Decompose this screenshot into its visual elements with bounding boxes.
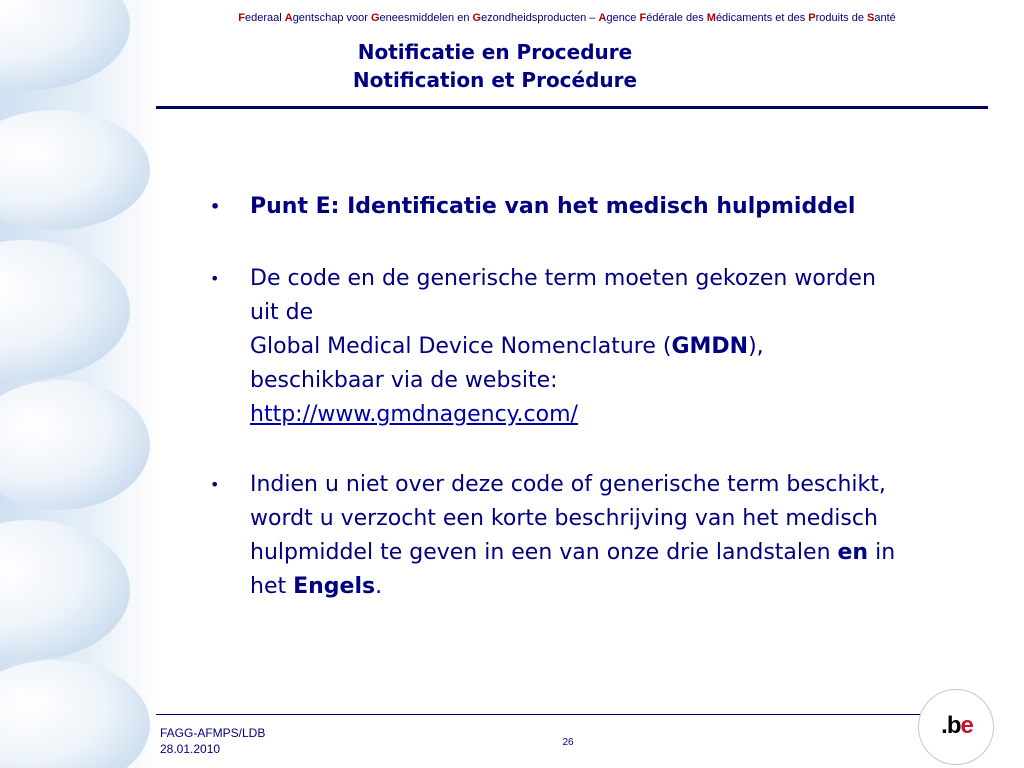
page-number: 26 (562, 737, 574, 748)
bullet-punt-e: • Punt E: Identificatie van het medisch hulpmiddel (208, 190, 908, 224)
slide-title (160, 38, 830, 94)
be-logo (918, 689, 994, 765)
bullet-description-request: • Indien u niet over deze code of generische term beschikt, wordt u verzocht een korte beschrijving van het medisch hulpmiddel te geven in een van onze drie landstalen en in het Engels. (208, 468, 908, 604)
bullet-dot-icon: • (210, 475, 220, 494)
be-logo-icon: .be (941, 712, 973, 739)
agency-header: Federaal Agentschap voor Geneesmiddelen en Gezondheidsproducten – Agence Fédérale des Médicaments et des Produits de Santé (238, 12, 896, 24)
slide-title-fr: Notification et Procédure (352, 68, 638, 92)
slide-content (208, 190, 908, 604)
gmdn-abbreviation: GMDN (671, 334, 749, 359)
bullet-gmdn: • De code en de generische term moeten gekozen worden uit de Global Medical Device Nomenclature (GMDN), beschikbaar via de website: http://www.gmdnagency.com/ (208, 262, 908, 432)
footer-divider (156, 714, 922, 715)
footer-date: 28.01.2010 (160, 742, 221, 756)
decorative-pills-background (0, 0, 160, 768)
slide-title-nl: Notificatie en Procedure (357, 40, 633, 64)
bullet-dot-icon: • (210, 197, 221, 216)
gmdn-website-link[interactable]: http://www.gmdnagency.com/ (250, 402, 578, 427)
bullet-dot-icon: • (210, 269, 220, 288)
footer-info (160, 725, 265, 757)
title-divider (156, 106, 988, 109)
footer-org: FAGG-AFMPS/LDB (160, 726, 266, 740)
